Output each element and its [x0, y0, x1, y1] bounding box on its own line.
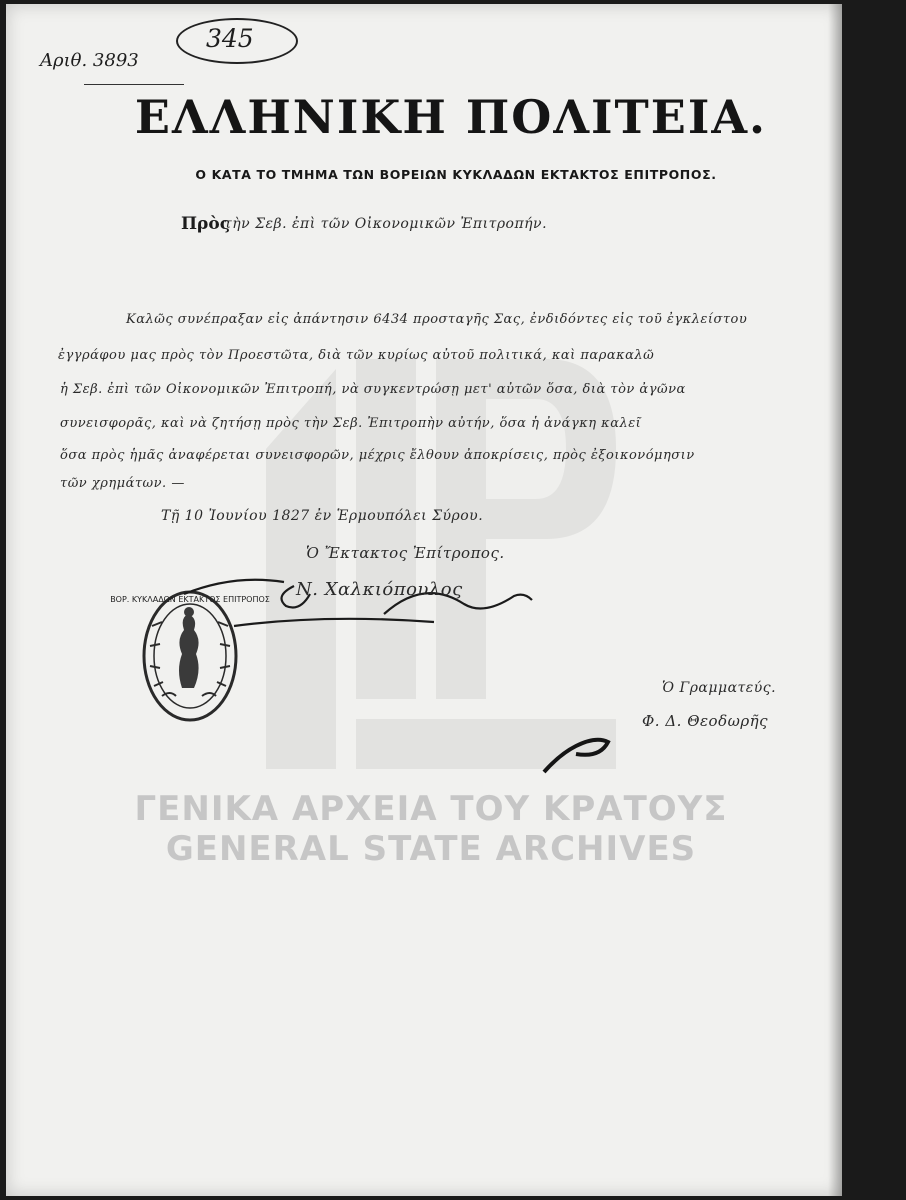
signature-flourish	[174, 564, 554, 644]
watermark-greek: ΓΕΝΙΚΑ ΑΡΧΕΙΑ ΤΟΥ ΚΡΑΤΟΥΣ	[134, 789, 728, 829]
body-line: Καλῶς συνέπραξαν εἰς ἀπάντησιν 6434 προσταγῆς Σας, ἐνδιδόντες εἰς τοῦ ἐγκλείστου	[126, 312, 748, 327]
document-page	[6, 4, 842, 1196]
archive-number-underline	[84, 84, 184, 85]
countersign-flourish	[536, 724, 626, 779]
body-line: ἡ Σεβ. ἐπὶ τῶν Οἰκονομικῶν Ἐπιτροπή, νὰ συγκεντρώσῃ μετ' αὐτῶν ὅσα, διὰ τὸν ἀγῶνα	[60, 382, 686, 397]
date-line: Τῇ 10 Ἰουνίου 1827 ἐν Ἑρμουπόλει Σύρου.	[161, 508, 484, 524]
body-line: συνεισφορᾶς, καὶ νὰ ζητήσῃ πρὸς τὴν Σεβ. Ἐπιτροπὴν αὐτήν, ὅσα ἡ ἀνάγκη καλεῖ	[60, 416, 642, 431]
document-title: ΕΛΛΗΝΙΚΗ ΠΟΛΙΤΕΙΑ.	[134, 90, 768, 144]
watermark-english: GENERAL STATE ARCHIVES	[165, 829, 697, 869]
addressee-line: τὴν Σεβ. ἐπὶ τῶν Οἰκονομικῶν Ἐπιτροπήν.	[224, 216, 548, 232]
countersign-name: Φ. Δ. Θεοδωρῆς	[642, 712, 769, 730]
body-line: ὅσα πρὸς ἡμᾶς ἀναφέρεται συνεισφορῶν, μέχρις ἔλθουν ἀποκρίσεις, πρὸς ἐξοικονόμησιν	[60, 448, 695, 463]
body-line: ἐγγράφου μας πρὸς τὸν Προεστῶτα, διὰ τῶν κυρίως αὐτοῦ πολιτικά, καὶ παρακαλῶ	[58, 348, 655, 363]
signature-name: Ν. Χαλκιόπουλος	[296, 579, 463, 600]
closing-title: Ὁ Ἔκτακτος Ἐπίτροπος.	[306, 544, 505, 562]
seal-inscription: ΒΟΡ. ΚΥΚΛΑΔΩΝ ΕΚΤΑΚΤΟΣ ΕΠΙΤΡΟΠΟΣ	[110, 595, 270, 604]
addressee-prefix: Πρὸς	[181, 214, 231, 234]
archive-number-label: Αριθ. 3893	[40, 50, 139, 71]
body-line: τῶν χρημάτων. —	[60, 476, 185, 491]
reference-number: 345	[206, 24, 254, 53]
document-subtitle: Ο ΚΑΤΑ ΤΟ ΤΜΗΜΑ ΤΩΝ ΒΟΡΕΙΩΝ ΚΥΚΛΑΔΩΝ ΕΚΤΑΚΤΟΣ ΕΠΙΤΡΟΠΟΣ.	[195, 167, 717, 182]
countersign-label: Ὁ Γραμματεύς.	[662, 680, 777, 696]
archive-watermark	[6, 789, 856, 869]
